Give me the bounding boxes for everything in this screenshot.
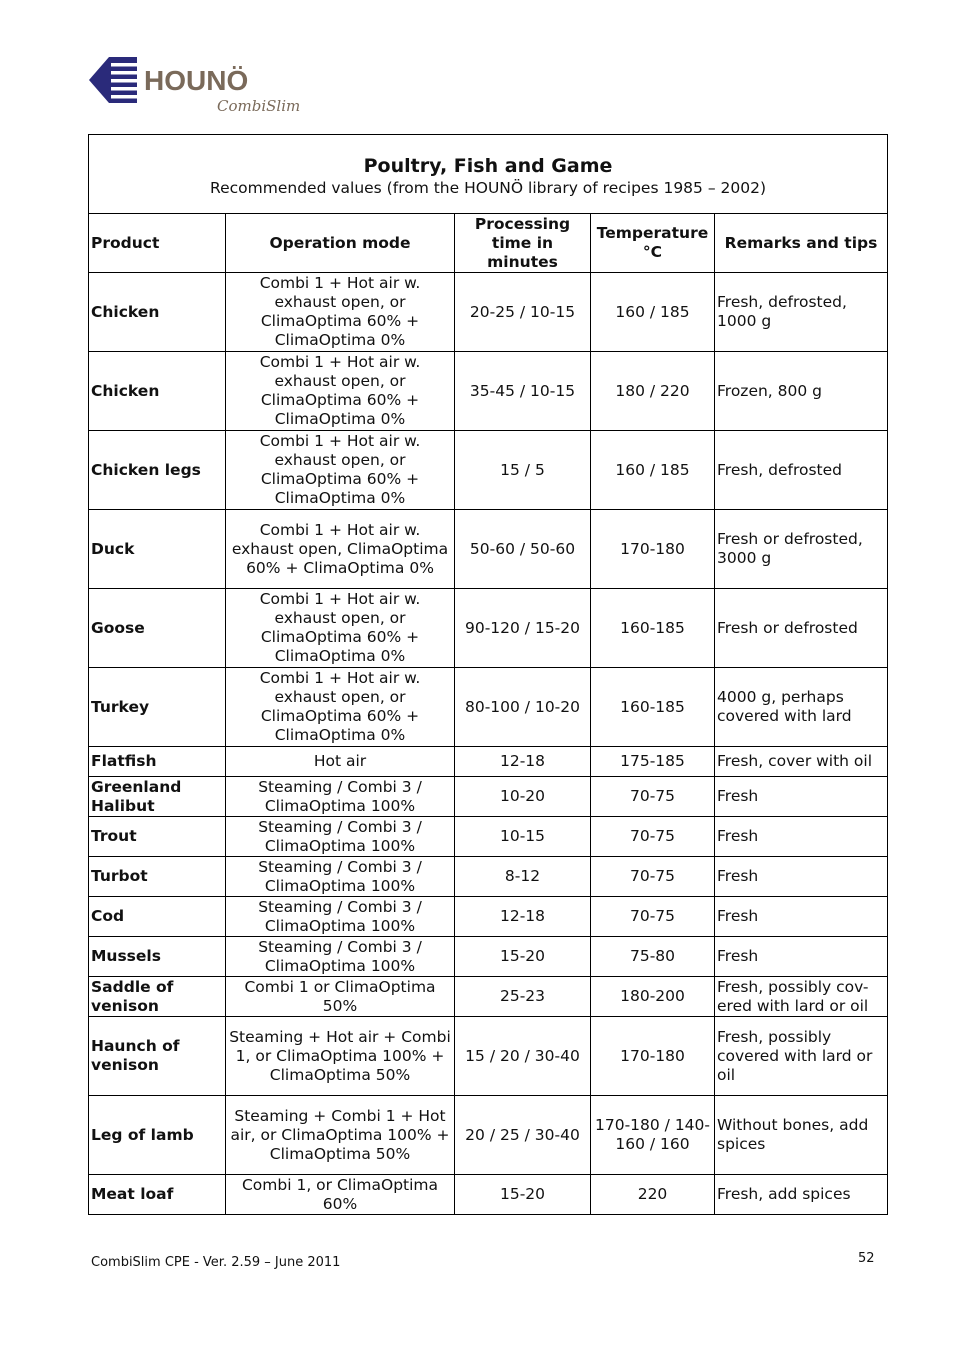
- table-row: [89, 857, 888, 897]
- footer-version: CombiSlim CPE - Ver. 2.59 – June 2011: [91, 1255, 341, 1270]
- logo-brand-text: HOUNÖ: [144, 65, 249, 96]
- cell-processing-time: 15 / 5: [455, 431, 591, 510]
- recipe-table: [88, 134, 888, 1215]
- table-title-cell: [89, 135, 888, 214]
- cell-processing-time: 35-45 / 10-15: [455, 352, 591, 431]
- cell-product: Turbot: [89, 857, 226, 897]
- cell-processing-time: 12-18: [455, 747, 591, 777]
- cell-remarks: Fresh, cover with oil: [715, 747, 888, 777]
- cell-remarks: Fresh or defrosted, 3000 g: [715, 510, 888, 589]
- cell-processing-time: 15-20: [455, 1175, 591, 1215]
- cell-product: Meat loaf: [89, 1175, 226, 1215]
- cell-operation-mode: Steaming / Combi 3 / ClimaOptima 100%: [226, 817, 455, 857]
- cell-temperature: 160 / 185: [591, 431, 715, 510]
- cell-remarks: Fresh, defrosted, 1000 g: [715, 273, 888, 352]
- cell-processing-time: 50-60 / 50-60: [455, 510, 591, 589]
- cell-remarks: Fresh: [715, 897, 888, 937]
- cell-temperature: 220: [591, 1175, 715, 1215]
- cell-temperature: 70-75: [591, 777, 715, 817]
- cell-product: Chicken: [89, 273, 226, 352]
- table-row: [89, 431, 888, 510]
- cell-product: Goose: [89, 589, 226, 668]
- cell-product: Leg of lamb: [89, 1096, 226, 1175]
- cell-temperature: 170-180 / 140-160 / 160: [591, 1096, 715, 1175]
- cell-operation-mode: Combi 1 + Hot air w. exhaust open, or ClimaOptima 60% + ClimaOptima 0%: [226, 273, 455, 352]
- cell-product: Chicken: [89, 352, 226, 431]
- page-number: 52: [858, 1251, 875, 1266]
- cell-processing-time: 90-120 / 15-20: [455, 589, 591, 668]
- cell-product: Duck: [89, 510, 226, 589]
- cell-temperature: 170-180: [591, 1017, 715, 1096]
- cell-operation-mode: Combi 1 + Hot air w. exhaust open, or ClimaOptima 60% + ClimaOptima 0%: [226, 668, 455, 747]
- cell-temperature: 70-75: [591, 857, 715, 897]
- header-remarks: Remarks and tips: [715, 214, 888, 273]
- cell-operation-mode: Steaming + Combi 1 + Hot air, or ClimaOptima 100% + ClimaOptima 50%: [226, 1096, 455, 1175]
- cell-operation-mode: Combi 1 + Hot air w. exhaust open, or ClimaOptima 60% + ClimaOptima 0%: [226, 352, 455, 431]
- cell-remarks: Frozen, 800 g: [715, 352, 888, 431]
- table-title: Poultry, Fish and Game: [363, 155, 613, 177]
- cell-temperature: 70-75: [591, 817, 715, 857]
- cell-operation-mode: Combi 1 + Hot air w. exhaust open, ClimaOptima 60% + ClimaOptima 0%: [226, 510, 455, 589]
- cell-product: Mussels: [89, 937, 226, 977]
- cell-temperature: 170-180: [591, 510, 715, 589]
- cell-operation-mode: Combi 1 + Hot air w. exhaust open, or ClimaOptima 60% + ClimaOptima 0%: [226, 431, 455, 510]
- cell-operation-mode: Combi 1 + Hot air w. exhaust open, or ClimaOptima 60% + ClimaOptima 0%: [226, 589, 455, 668]
- table-row: [89, 668, 888, 747]
- cell-remarks: Fresh: [715, 817, 888, 857]
- cell-remarks: Fresh: [715, 857, 888, 897]
- cell-product: Greenland Halibut: [89, 777, 226, 817]
- table-row: [89, 777, 888, 817]
- table-row: [89, 977, 888, 1017]
- cell-temperature: 180-200: [591, 977, 715, 1017]
- cell-temperature: 75-80: [591, 937, 715, 977]
- cell-temperature: 160-185: [591, 668, 715, 747]
- cell-processing-time: 15-20: [455, 937, 591, 977]
- table-subtitle: Recommended values (from the HOUNÖ library of recipes 1985 – 2002): [210, 179, 766, 197]
- cell-processing-time: 20-25 / 10-15: [455, 273, 591, 352]
- cell-processing-time: 10-20: [455, 777, 591, 817]
- cell-processing-time: 10-15: [455, 817, 591, 857]
- header-product: Product: [89, 214, 226, 273]
- table-row: [89, 589, 888, 668]
- table-row: [89, 510, 888, 589]
- header-temperature: Temperature °C: [591, 214, 715, 273]
- table-row: [89, 1175, 888, 1215]
- cell-operation-mode: Steaming / Combi 3 / ClimaOptima 100%: [226, 777, 455, 817]
- cell-operation-mode: Steaming + Hot air + Combi 1, or ClimaOptima 100% + ClimaOptima 50%: [226, 1017, 455, 1096]
- table-row: [89, 1096, 888, 1175]
- cell-remarks: Fresh, possibly covered with lard or oil: [715, 1017, 888, 1096]
- logo-graphic: [89, 55, 304, 117]
- cell-processing-time: 15 / 20 / 30-40: [455, 1017, 591, 1096]
- cell-temperature: 175-185: [591, 747, 715, 777]
- table-header-row: [89, 214, 888, 273]
- cell-remarks: Fresh or defrosted: [715, 589, 888, 668]
- cell-processing-time: 80-100 / 10-20: [455, 668, 591, 747]
- header-processing-time: Processing time in minutes: [455, 214, 591, 273]
- cell-temperature: 180 / 220: [591, 352, 715, 431]
- cell-processing-time: 12-18: [455, 897, 591, 937]
- table-row: [89, 817, 888, 857]
- header-operation-mode: Operation mode: [226, 214, 455, 273]
- cell-operation-mode: Combi 1 or ClimaOptima 50%: [226, 977, 455, 1017]
- cell-remarks: Without bones, add spices: [715, 1096, 888, 1175]
- table-row: [89, 352, 888, 431]
- cell-remarks: Fresh, possibly cov-ered with lard or oil: [715, 977, 888, 1017]
- cell-product: Flatfish: [89, 747, 226, 777]
- table-row: [89, 747, 888, 777]
- cell-remarks: 4000 g, perhaps covered with lard: [715, 668, 888, 747]
- cell-operation-mode: Steaming / Combi 3 / ClimaOptima 100%: [226, 857, 455, 897]
- cell-temperature: 160 / 185: [591, 273, 715, 352]
- cell-processing-time: 8-12: [455, 857, 591, 897]
- cell-remarks: Fresh: [715, 777, 888, 817]
- cell-operation-mode: Steaming / Combi 3 / ClimaOptima 100%: [226, 897, 455, 937]
- table-row: [89, 273, 888, 352]
- cell-product: Chicken legs: [89, 431, 226, 510]
- table-row: [89, 1017, 888, 1096]
- cell-processing-time: 25-23: [455, 977, 591, 1017]
- table-row: [89, 897, 888, 937]
- cell-product: Turkey: [89, 668, 226, 747]
- cell-remarks: Fresh, add spices: [715, 1175, 888, 1215]
- cell-temperature: 160-185: [591, 589, 715, 668]
- cell-product: Trout: [89, 817, 226, 857]
- cell-operation-mode: Steaming / Combi 3 / ClimaOptima 100%: [226, 937, 455, 977]
- cell-processing-time: 20 / 25 / 30-40: [455, 1096, 591, 1175]
- hounoe-logo: [89, 55, 304, 117]
- cell-remarks: Fresh, defrosted: [715, 431, 888, 510]
- logo-product-text: CombiSlim: [217, 97, 301, 115]
- cell-temperature: 70-75: [591, 897, 715, 937]
- cell-operation-mode: Combi 1, or ClimaOptima 60%: [226, 1175, 455, 1215]
- cell-operation-mode: Hot air: [226, 747, 455, 777]
- cell-product: Saddle of venison: [89, 977, 226, 1017]
- table-row: [89, 937, 888, 977]
- cell-remarks: Fresh: [715, 937, 888, 977]
- cell-product: Haunch of venison: [89, 1017, 226, 1096]
- cell-product: Cod: [89, 897, 226, 937]
